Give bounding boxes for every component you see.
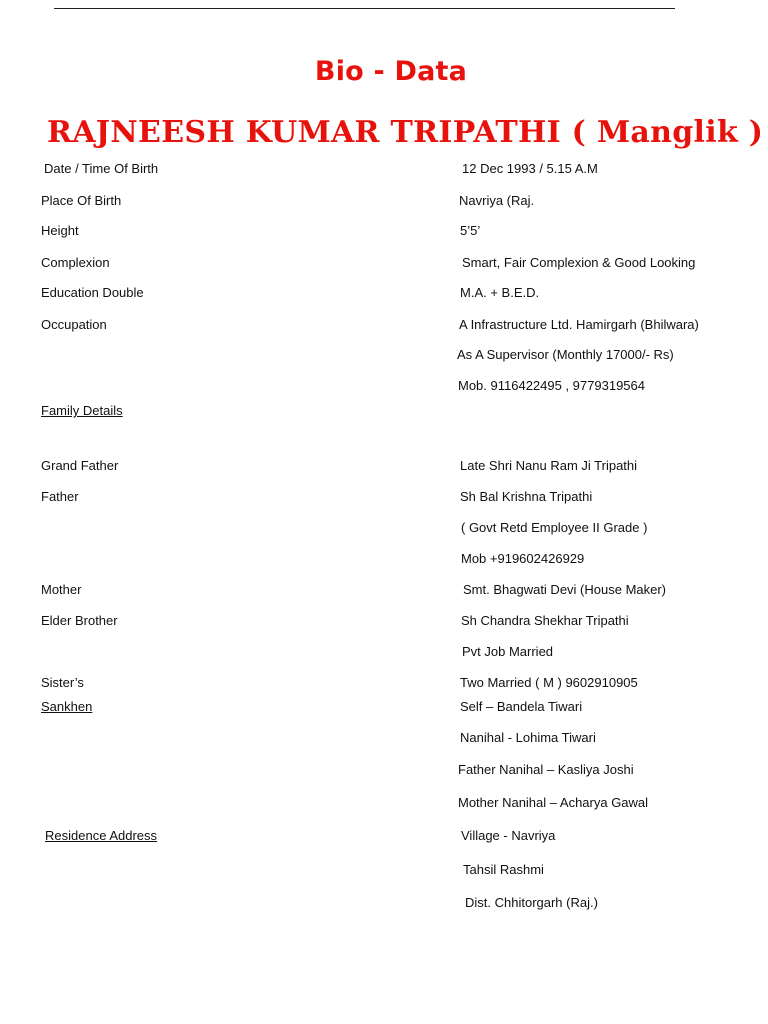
occupation-role: As A Supervisor (Monthly 17000/- Rs) — [457, 347, 674, 362]
education-label: Education Double — [41, 285, 144, 300]
address-tahsil: Tahsil Rashmi — [463, 862, 544, 877]
complexion-label: Complexion — [41, 255, 110, 270]
brother-value: Sh Chandra Shekhar Tripathi — [461, 613, 629, 628]
mother-label: Mother — [41, 582, 82, 597]
sankhen-nanihal: Nanihal - Lohima Tiwari — [460, 730, 596, 745]
father-job: ( Govt Retd Employee II Grade ) — [461, 520, 648, 535]
education-value: M.A. + B.E.D. — [460, 285, 540, 300]
dob-value: 12 Dec 1993 / 5.15 A.M — [462, 161, 598, 176]
height-label: Height — [41, 223, 79, 238]
sankhen-heading: Sankhen — [41, 699, 93, 714]
mobile-numbers: Mob. 9116422495 , 9779319564 — [458, 378, 645, 393]
complexion-value: Smart, Fair Complexion & Good Looking — [462, 255, 696, 270]
grandfather-label: Grand Father — [41, 458, 119, 473]
address-district: Dist. Chhitorgarh (Raj.) — [465, 895, 598, 910]
sisters-value: Two Married ( M ) 9602910905 — [460, 675, 638, 690]
occupation-label: Occupation — [41, 317, 107, 332]
mother-value: Smt. Bhagwati Devi (House Maker) — [463, 582, 667, 597]
occupation-value: A Infrastructure Ltd. Hamirgarh (Bhilwara) — [459, 317, 699, 332]
sankhen-self: Self – Bandela Tiwari — [460, 699, 583, 714]
grandfather-value: Late Shri Nanu Ram Ji Tripathi — [460, 458, 638, 473]
top-rule — [54, 8, 675, 9]
sisters-label: Sister’s — [41, 675, 84, 690]
father-label: Father — [41, 489, 79, 504]
pob-label: Place Of Birth — [41, 193, 122, 208]
family-details-heading: Family Details — [41, 403, 123, 418]
pob-value: Navriya (Raj. — [459, 193, 535, 208]
father-mobile: Mob +919602426929 — [461, 551, 585, 566]
brother-status: Pvt Job Married — [462, 644, 554, 659]
sankhen-father-nanihal: Father Nanihal – Kasliya Joshi — [458, 762, 634, 777]
address-village: Village - Navriya — [461, 828, 556, 843]
residence-address-heading: Residence Address — [45, 828, 158, 843]
father-value: Sh Bal Krishna Tripathi — [460, 489, 593, 504]
brother-label: Elder Brother — [41, 613, 118, 628]
document-title: Bio - Data — [314, 56, 468, 87]
dob-label: Date / Time Of Birth — [44, 161, 159, 176]
candidate-name: RAJNEESH KUMAR TRIPATHI ( Manglik ) — [47, 115, 764, 150]
height-value: 5’5’ — [460, 223, 481, 238]
sankhen-mother-nanihal: Mother Nanihal – Acharya Gawal — [458, 795, 649, 810]
